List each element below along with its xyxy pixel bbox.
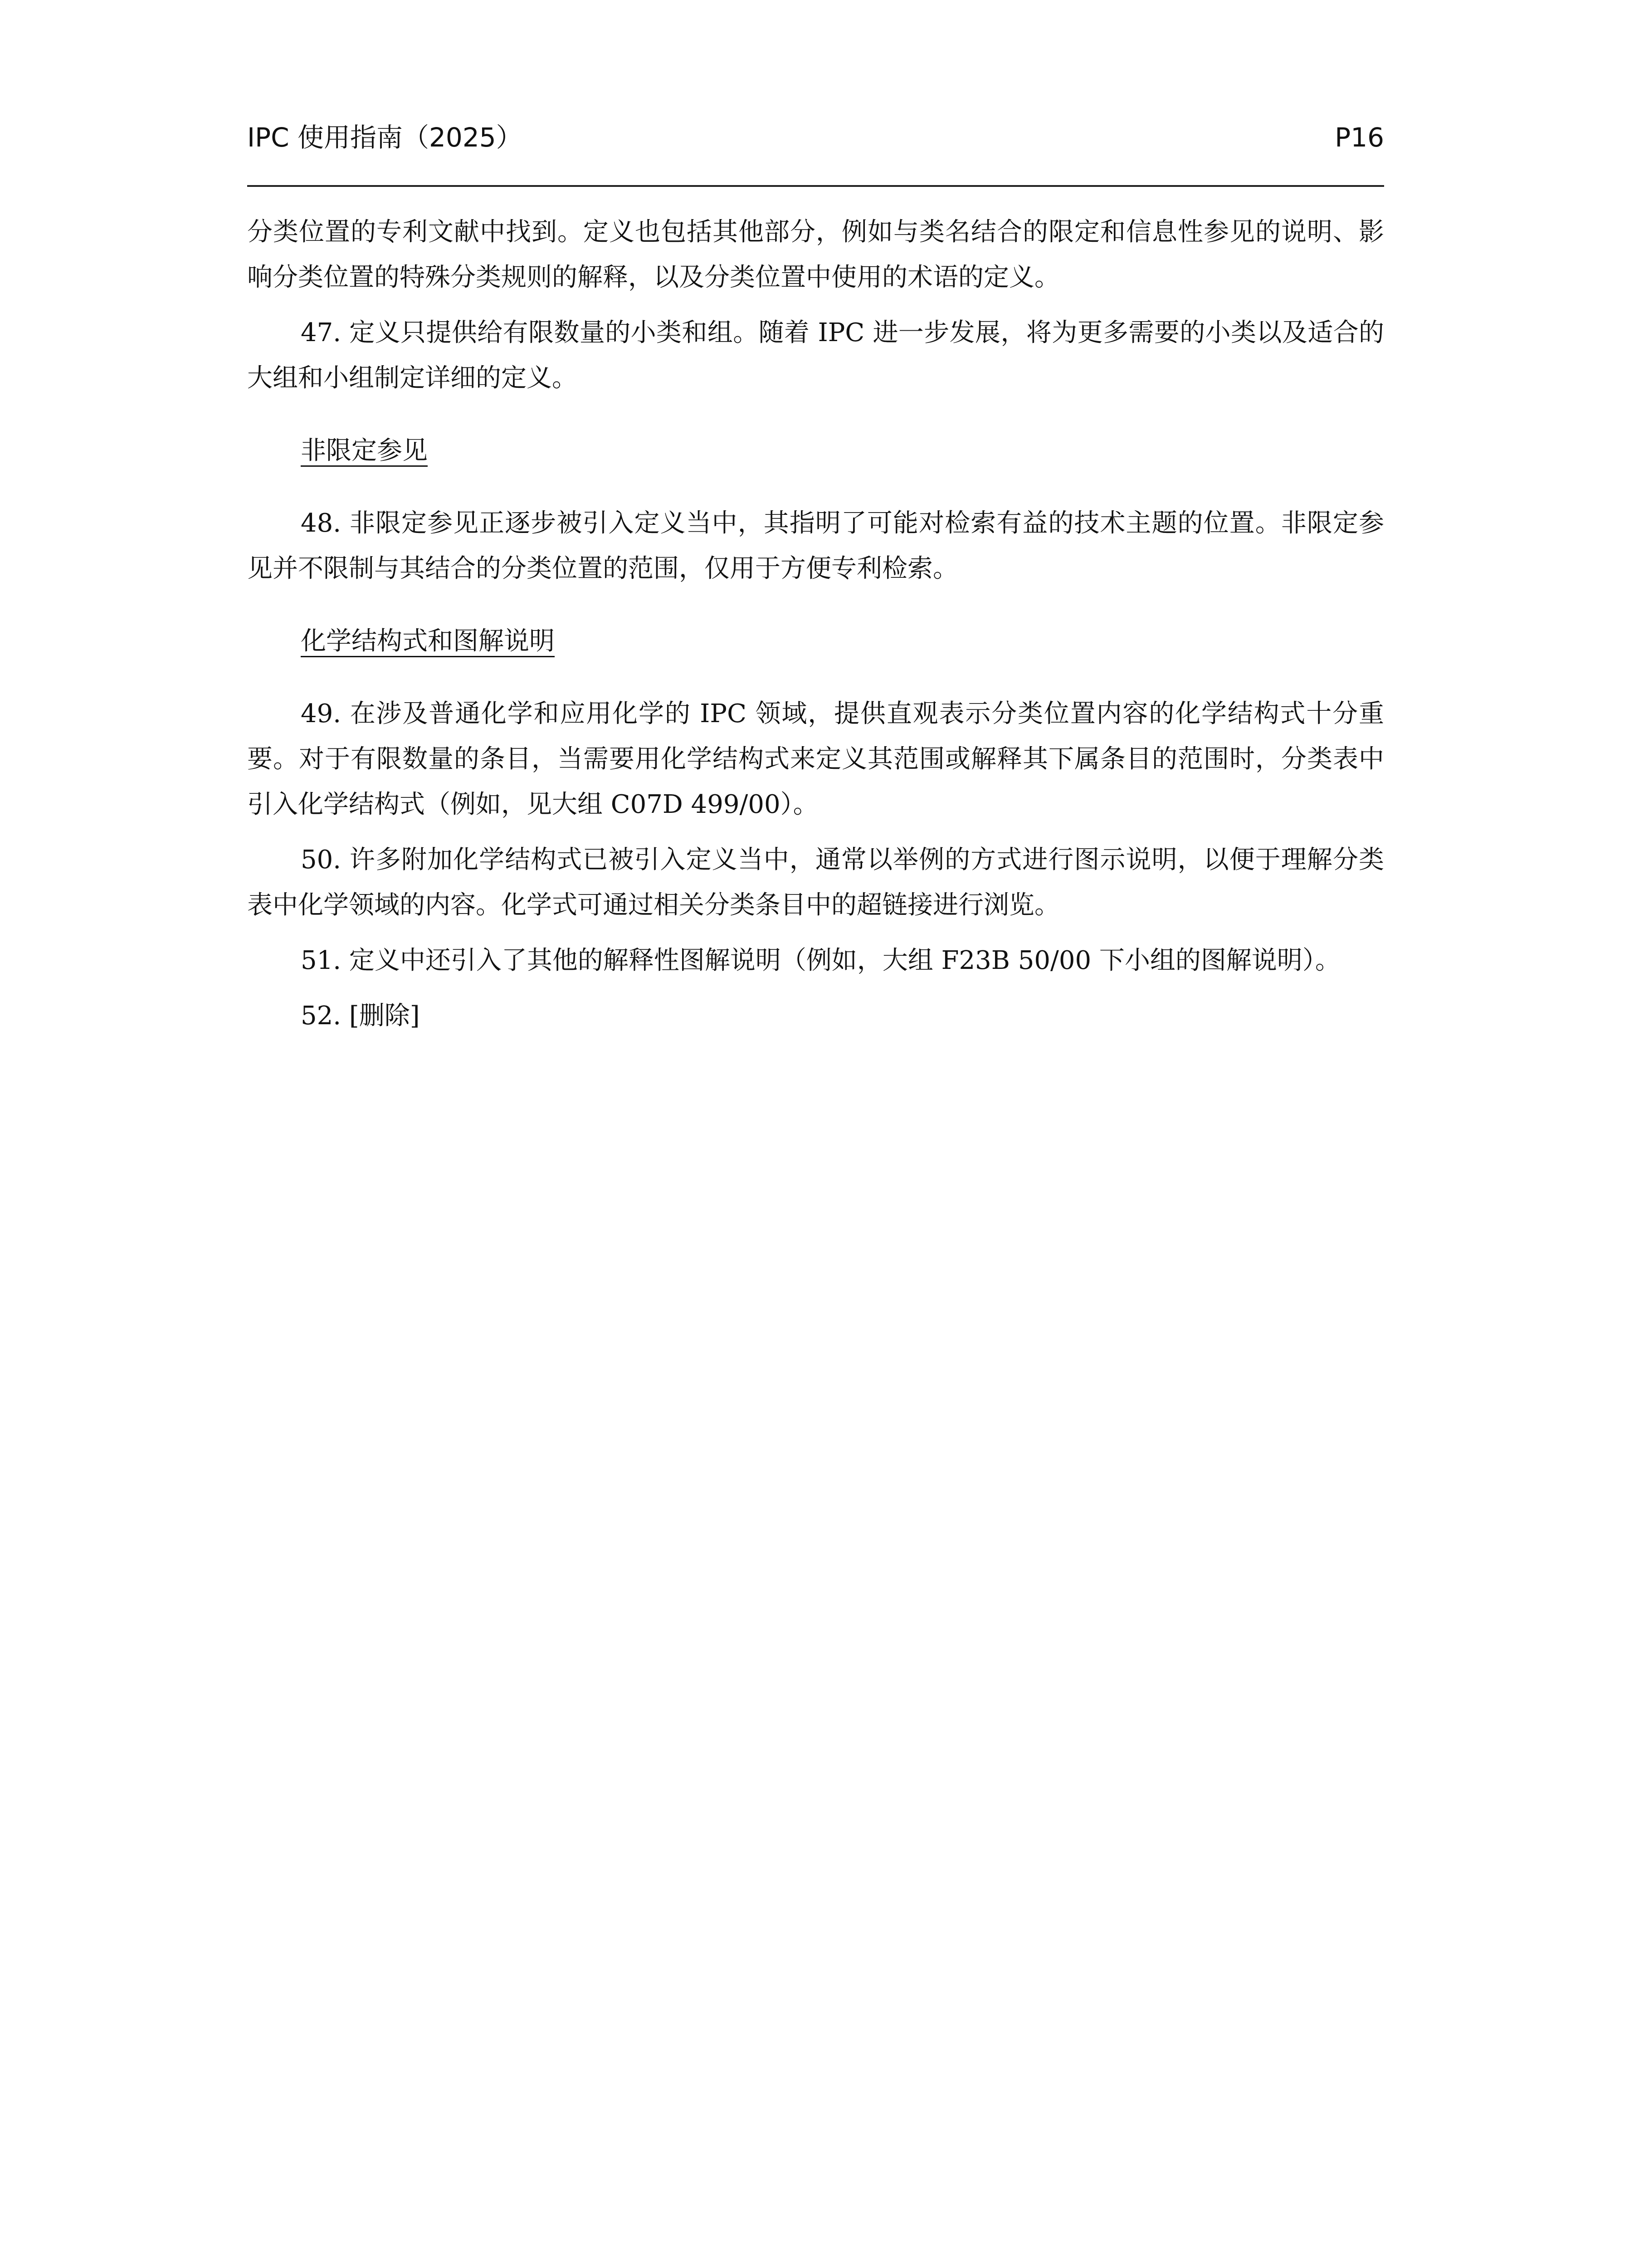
section-heading-chemical-structures: 化学结构式和图解说明 (301, 626, 555, 656)
paragraph-52: 52. [删除] (301, 1001, 420, 1031)
page-body (247, 210, 1384, 1049)
page-number: P16 (1335, 122, 1384, 153)
paragraph-48: 48. 非限定参见正逐步被引入定义当中，其指明了可能对检索有益的技术主题的位置。非限定参见并不限制与其结合的分类位置的范围，仅用于方便专利检索。 (247, 508, 1384, 583)
continued-paragraph: 分类位置的专利文献中找到。定义也包括其他部分，例如与类名结合的限定和信息性参见的说明、影响分类位置的特殊分类规则的解释，以及分类位置中使用的术语的定义。 (247, 217, 1384, 292)
page-header (247, 117, 1384, 158)
paragraph-50: 50. 许多附加化学结构式已被引入定义当中，通常以举例的方式进行图示说明，以便于理解分类表中化学领域的内容。化学式可通过相关分类条目中的超链接进行浏览。 (247, 845, 1384, 920)
header-divider (247, 185, 1384, 187)
document-title: IPC 使用指南（2025） (247, 122, 522, 153)
paragraph-51: 51. 定义中还引入了其他的解释性图解说明（例如，大组 F23B 50/00 下小组的图解说明）。 (301, 946, 1341, 975)
paragraph-49: 49. 在涉及普通化学和应用化学的 IPC 领域，提供直观表示分类位置内容的化学结构式十分重要。对于有限数量的条目，当需要用化学结构式来定义其范围或解释其下属条目的范围时，分类表中引入化学结构式（例如，见大组 C07D 499/00）。 (247, 699, 1384, 819)
paragraph-47: 47. 定义只提供给有限数量的小类和组。随着 IPC 进一步发展，将为更多需要的小类以及适合的大组和小组制定详细的定义。 (247, 318, 1384, 393)
section-heading-non-limiting-references: 非限定参见 (301, 436, 428, 465)
